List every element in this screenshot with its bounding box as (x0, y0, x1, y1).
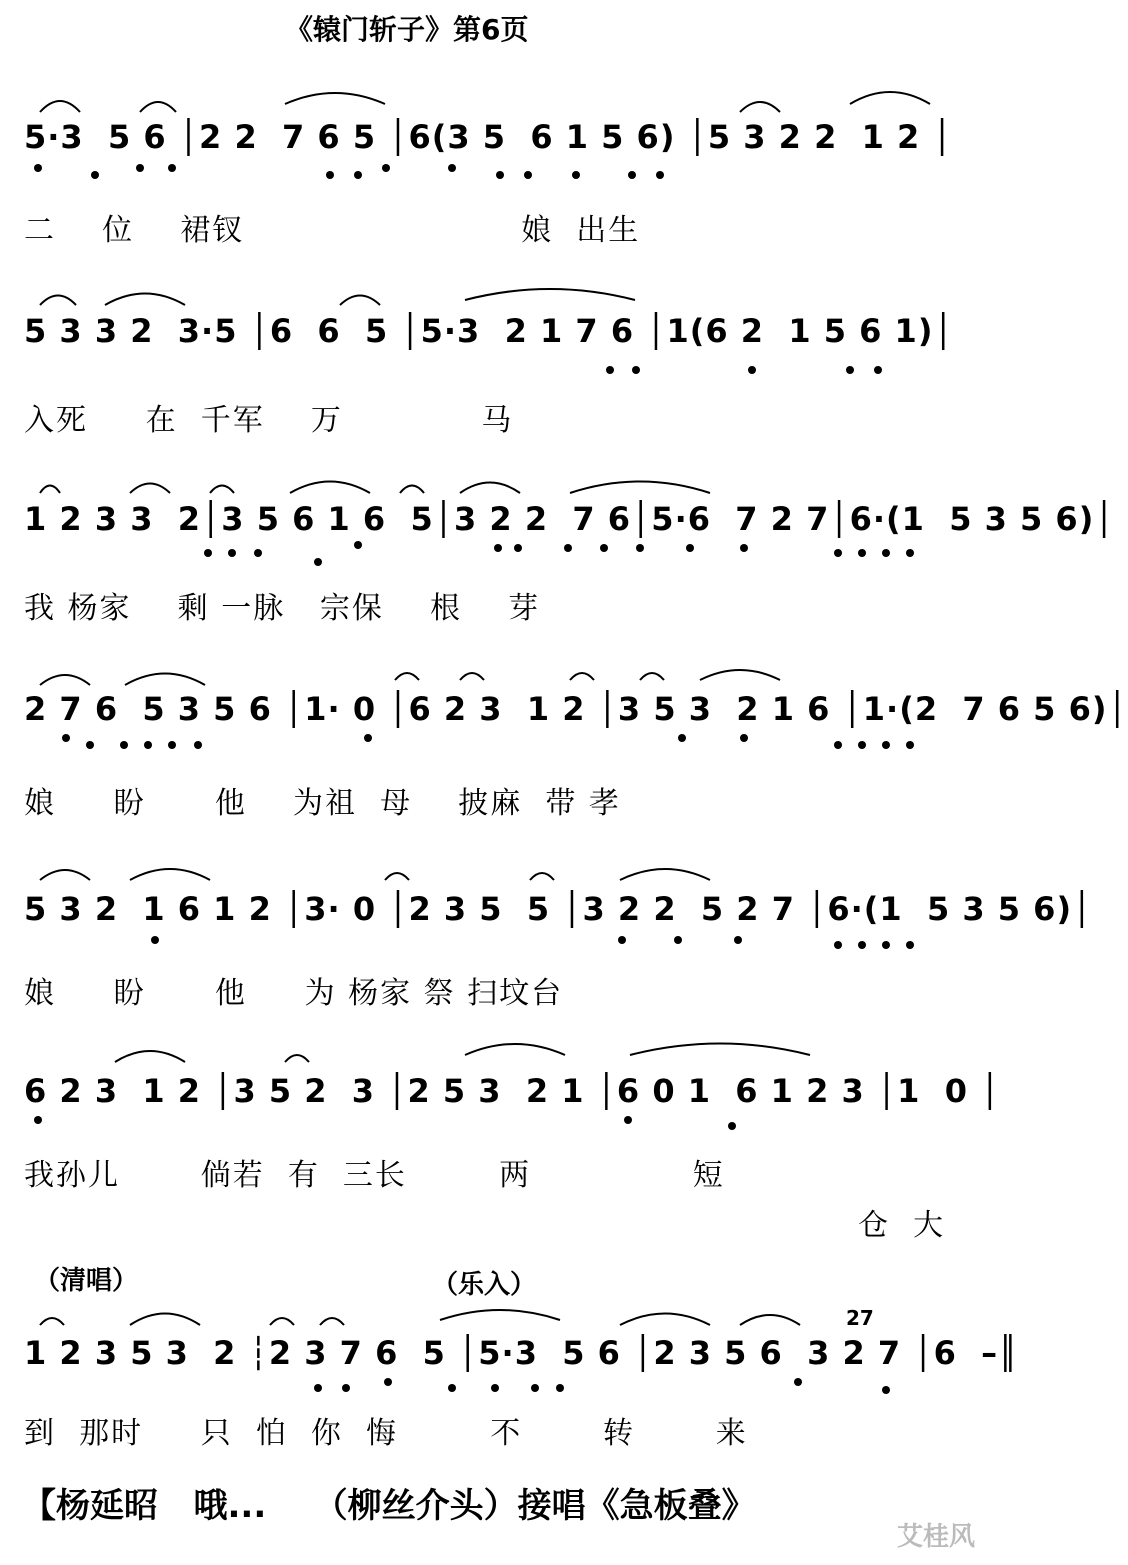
footer-line: 【杨延昭 哦... （柳丝介头）接唱《急板叠》 (22, 1486, 756, 1526)
notation-row-5: 5 3 2 1 6 1 2 │3· 0 │2 3 5 5 │3 2 2 5 2 7 │6·(1 5 3 5 6)│ (24, 890, 1093, 928)
lyrics-row-1: 二 位 裙钗 娘 出生 (24, 213, 641, 248)
notation-row-7: 1 2 3 5 3 2 ┆2 3 7 6 5 │5·3 5 6 │2 3 5 6 3 2 7 │6 –║ (24, 1334, 1019, 1372)
notation-row-4: 2 7 6 5 3 5 6 │1· 0 │6 2 3 1 2 │3 5 3 2 1 6 │1·(2 7 6 5 6)│ (24, 690, 1128, 728)
percussion-lyrics: 仓 大 (858, 1208, 946, 1243)
lyrics-row-7: 到 那时 只 怕 你 悔 不 转 来 (24, 1416, 748, 1451)
notation-row-1: 5·3 5 6 │2 2 7 6 5 │6(3 5 6 1 5 6) │5 3 2 2 1 2 │ (24, 118, 953, 156)
notation-row-3: 1 2 3 3 2│3 5 6 1 6 5│3 2 2 7 6│5·6 7 2 7│6·(1 5 3 5 6)│ (24, 500, 1115, 538)
page-title: 《辕门斩子》第6页 (285, 13, 529, 46)
grace-note-label: 27 (846, 1306, 874, 1330)
lyrics-row-2: 入死 在 千军 万 马 (24, 403, 514, 438)
label-yueru: （乐入） (432, 1270, 537, 1300)
lyrics-row-6: 我孙儿 倘若 有 三长 两 短 (24, 1158, 725, 1193)
notation-row-2: 5 3 3 2 3·5 │6 6 5 │5·3 2 1 7 6 │1(6 2 1 5 6 1)│ (24, 312, 954, 350)
lyrics-row-4: 娘 盼 他 为祖 母 披麻 带 孝 (24, 786, 621, 821)
label-qingchang: （清唱） (34, 1266, 139, 1296)
watermark: 艾桂风 (896, 1522, 975, 1552)
lyrics-row-5: 娘 盼 他 为 杨家 祭 扫坟台 (24, 976, 564, 1011)
lyrics-row-3: 我 杨家 剩 一脉 宗保 根 芽 (24, 591, 541, 626)
notation-row-6: 6 2 3 1 2 │3 5 2 3 │2 5 3 2 1 │6 0 1 6 1 2 3 │1 0 │ (24, 1072, 1001, 1110)
